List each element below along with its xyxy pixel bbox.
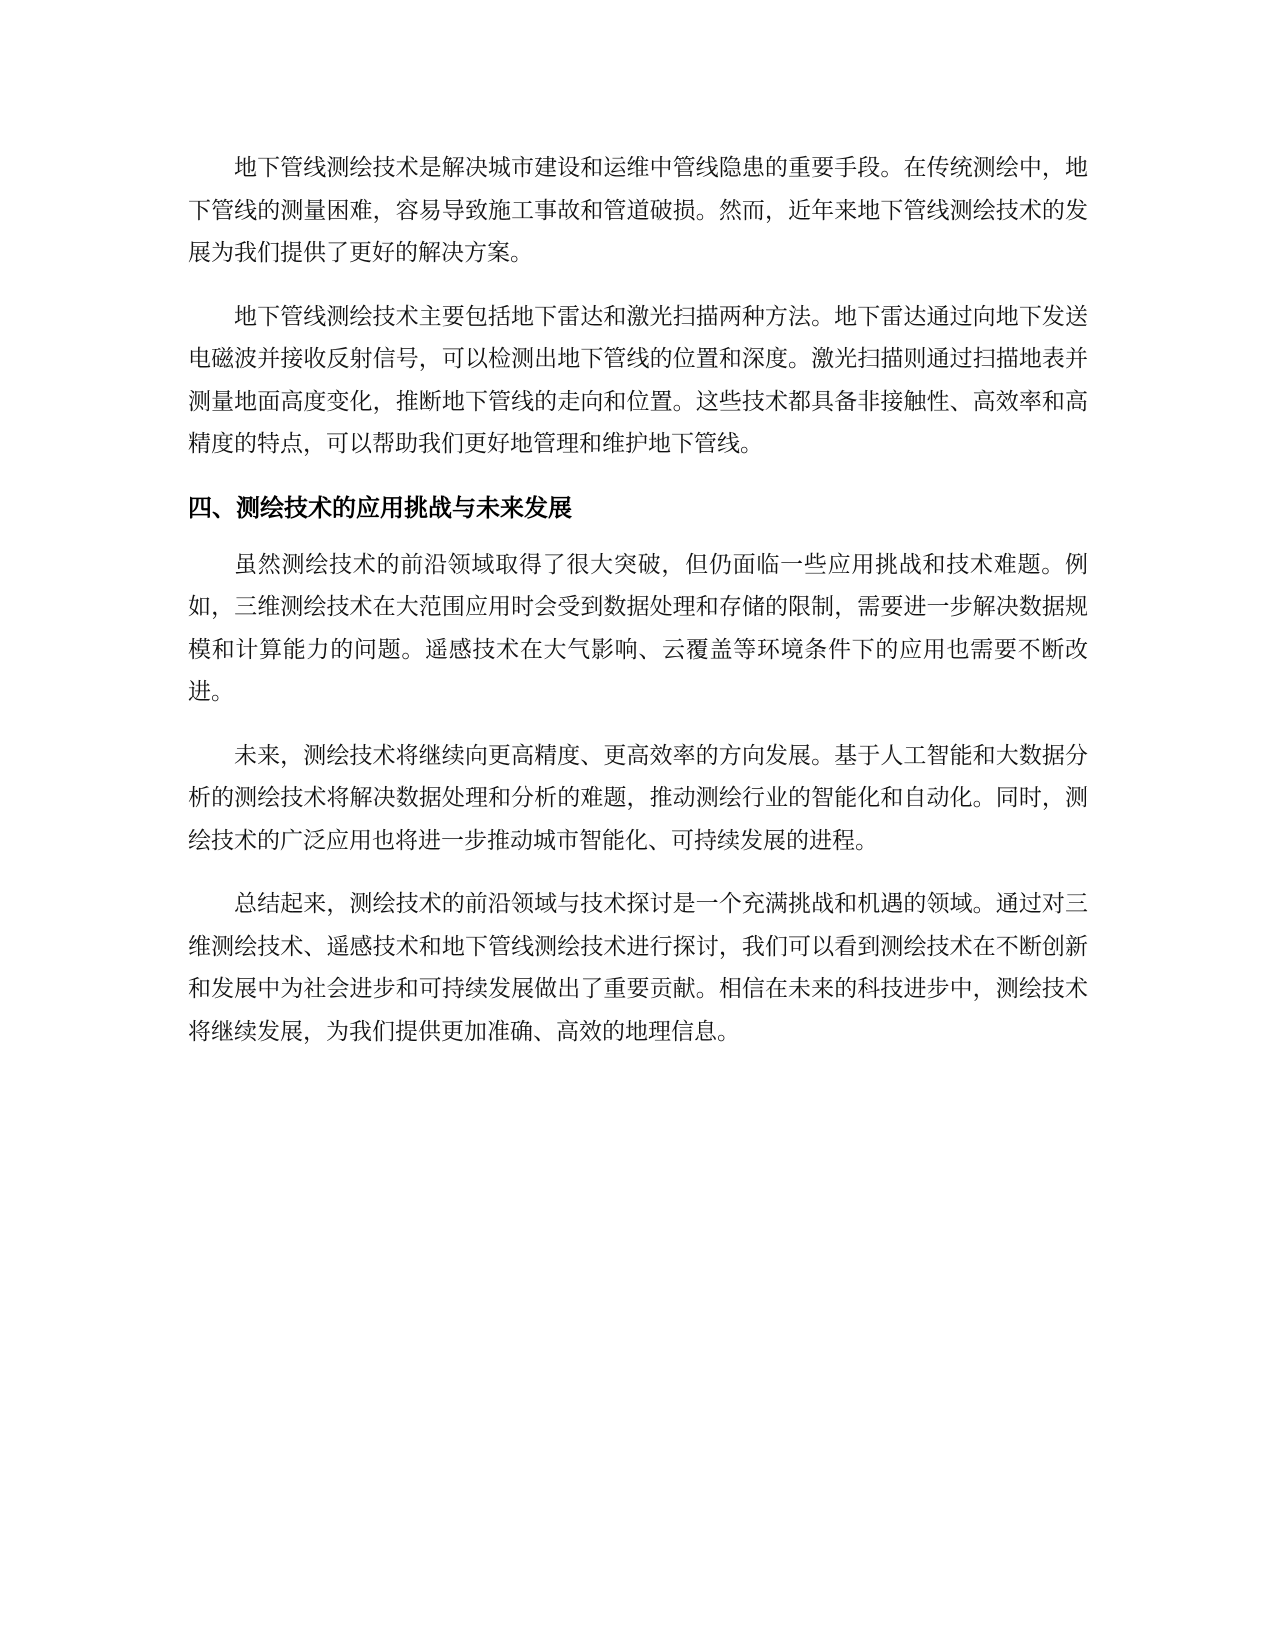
- paragraph-underground-pipeline-methods: 地下管线测绘技术主要包括地下雷达和激光扫描两种方法。地下雷达通过向地下发送电磁波并接收反射信号，可以检测出地下管线的位置和深度。激光扫描则通过扫描地表并测量地面高度变化，推断地下管线的走向和位置。这些技术都具备非接触性、高效率和高精度的特点，可以帮助我们更好地管理和维护地下管线。: [188, 303, 1088, 457]
- section-heading-challenges: 四、测绘技术的应用挑战与未来发展: [188, 493, 572, 522]
- document-body: [188, 147, 1088, 1074]
- paragraph-conclusion: 总结起来，测绘技术的前沿领域与技术探讨是一个充满挑战和机遇的领域。通过对三维测绘技术、遥感技术和地下管线测绘技术进行探讨，我们可以看到测绘技术在不断创新和发展中为社会进步和可持续发展做出了重要贡献。相信在未来的科技进步中，测绘技术将继续发展，为我们提供更加准确、高效的地理信息。: [188, 891, 1088, 1045]
- paragraph-underground-pipeline-intro: 地下管线测绘技术是解决城市建设和运维中管线隐患的重要手段。在传统测绘中，地下管线的测量困难，容易导致施工事故和管道破损。然而，近年来地下管线测绘技术的发展为我们提供了更好的解决方案。: [188, 155, 1088, 266]
- paragraph-application-challenges: 虽然测绘技术的前沿领域取得了很大突破，但仍面临一些应用挑战和技术难题。例如，三维测绘技术在大范围应用时会受到数据处理和存储的限制，需要进一步解决数据规模和计算能力的问题。遥感技术在大气影响、云覆盖等环境条件下的应用也需要不断改进。: [188, 551, 1088, 705]
- paragraph-future-development: 未来，测绘技术将继续向更高精度、更高效率的方向发展。基于人工智能和大数据分析的测绘技术将解决数据处理和分析的难题，推动测绘行业的智能化和自动化。同时，测绘技术的广泛应用也将进一步推动城市智能化、可持续发展的进程。: [188, 742, 1088, 854]
